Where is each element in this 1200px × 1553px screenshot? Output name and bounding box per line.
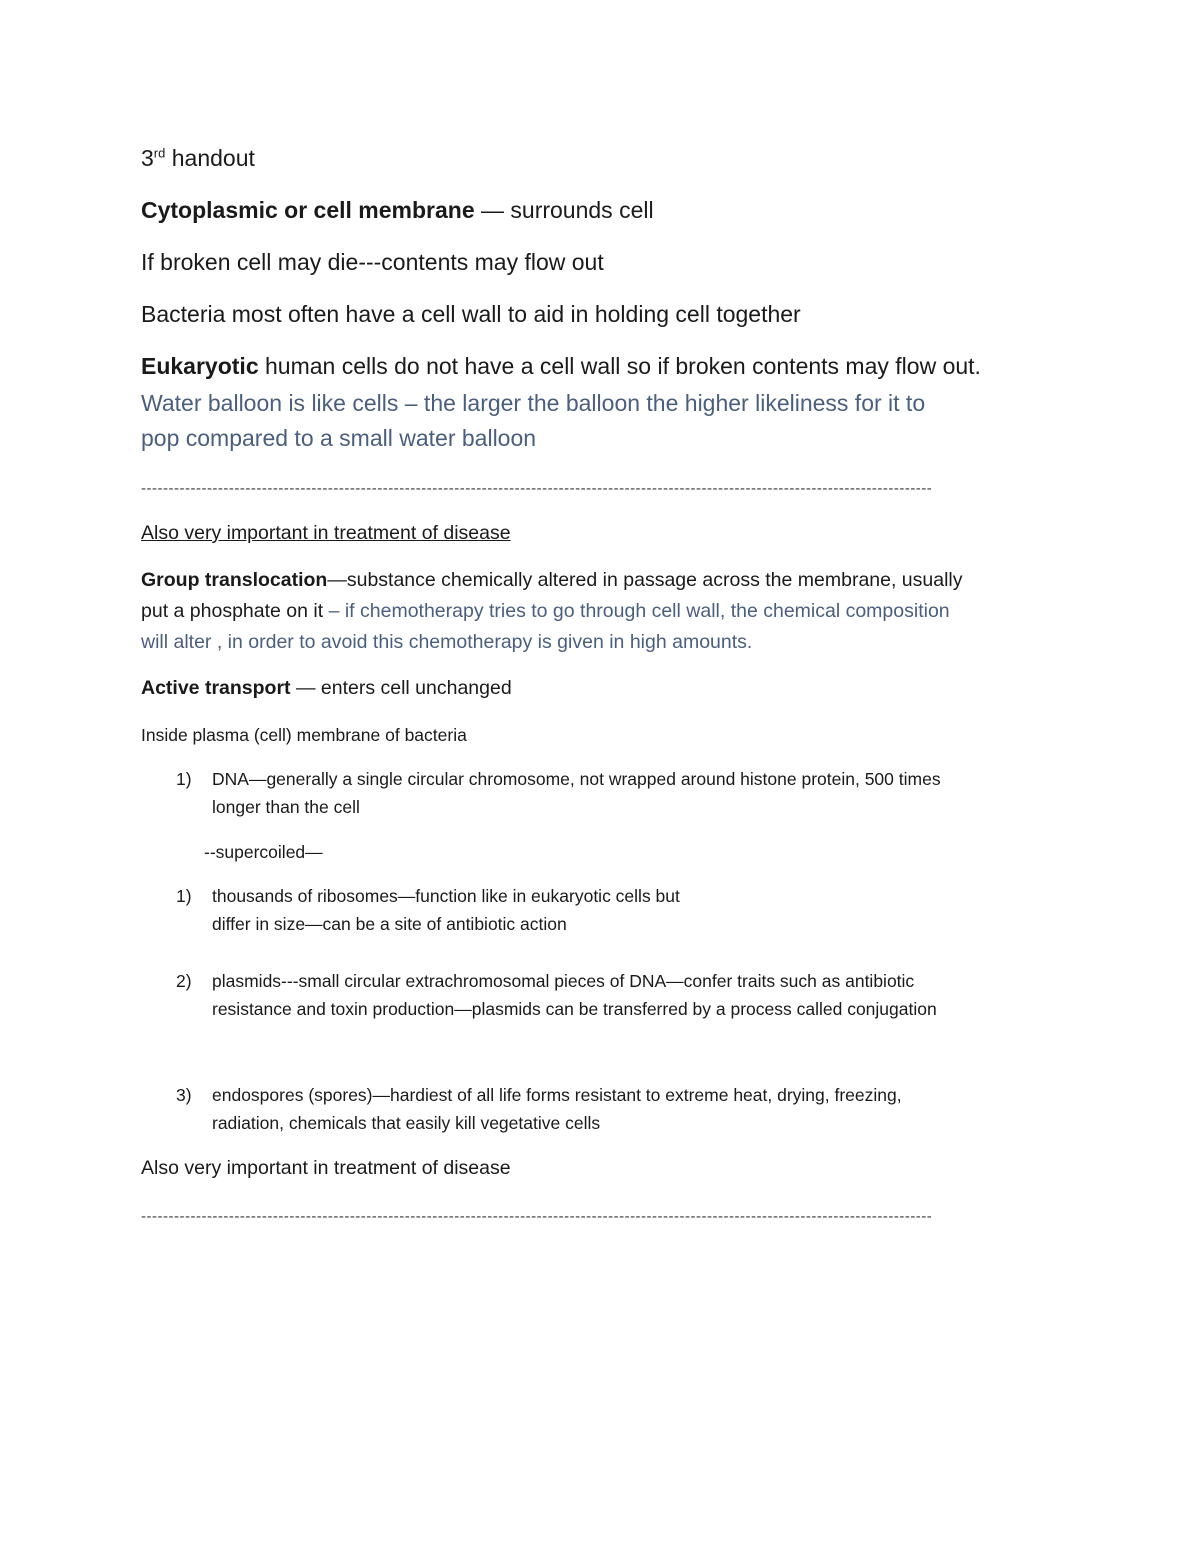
list-number: 2) [176, 971, 192, 991]
list-item-ribosomes-line-1: thousands of ribosomes—function like in eukaryotic cells but [212, 886, 680, 906]
list-number: 3) [176, 1085, 192, 1105]
important-heading: Also very important in treatment of disease [141, 522, 511, 544]
active-transport-line: Active transport — enters cell unchanged [141, 677, 512, 699]
bacteria-wall-line: Bacteria most often have a cell wall to aid in holding cell together [141, 301, 801, 327]
list-number: 1) [176, 769, 192, 789]
separator-line-bottom: ------------------------------------------------------------------------------------------------------------------------------------------------ [141, 1208, 933, 1224]
important-footer: Also very important in treatment of disease [141, 1157, 511, 1179]
list-item-plasmids-line-1: plasmids---small circular extrachromosomal pieces of DNA—confer traits such as antibiotic [212, 971, 915, 991]
list-item-plasmids-line-2: resistance and toxin production—plasmids can be transferred by a process called conjugation [212, 999, 937, 1019]
inside-heading: Inside plasma (cell) membrane of bacteria [141, 725, 467, 745]
balloon-note-line-1: Water balloon is like cells – the larger the balloon the higher likeliness for it to [141, 390, 926, 416]
supercoiled-note: --supercoiled— [204, 842, 323, 862]
list-item-ribosomes-line-2: differ in size—can be a site of antibiotic action [212, 914, 567, 934]
membrane-term: Cytoplasmic or cell membrane [141, 197, 475, 223]
group-translocation-term: Group translocation [141, 569, 328, 591]
group-translocation-line-3: will alter , in order to avoid this chemotherapy is given in high amounts. [141, 631, 753, 653]
eukaryotic-line: Eukaryotic human cells do not have a cell wall so if broken contents may flow out. [141, 353, 981, 379]
list-item-endospores-line-1: endospores (spores)—hardiest of all life forms resistant to extreme heat, drying, freezing, [212, 1085, 902, 1105]
group-translocation-line-2: put a phosphate on it – if chemotherapy tries to go through cell wall, the chemical composition [141, 600, 950, 622]
list-item-dna-line-2: longer than the cell [212, 797, 360, 817]
eukaryotic-term: Eukaryotic [141, 353, 259, 379]
list-item-dna-line-1: DNA—generally a single circular chromosome, not wrapped around histone protein, 500 times [212, 769, 941, 789]
list-item-endospores-line-2: radiation, chemicals that easily kill vegetative cells [212, 1113, 601, 1133]
handout-title: 3rd handout [141, 145, 255, 171]
membrane-line: Cytoplasmic or cell membrane — surrounds cell [141, 197, 654, 223]
broken-line: If broken cell may die---contents may flow out [141, 249, 604, 275]
separator-line: ------------------------------------------------------------------------------------------------------------------------------------------------ [141, 480, 933, 496]
list-number: 1) [176, 886, 192, 906]
balloon-note-line-2: pop compared to a small water balloon [141, 425, 537, 451]
active-transport-term: Active transport [141, 677, 291, 699]
group-translocation-line-1: Group translocation—substance chemically altered in passage across the membrane, usually [141, 569, 963, 591]
